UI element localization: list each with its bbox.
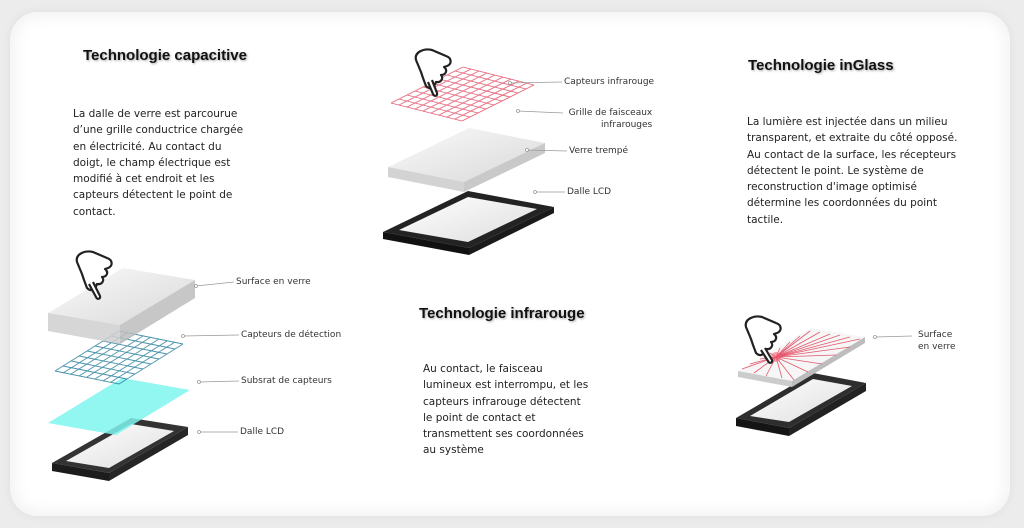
ir-hand-icon [416,49,451,95]
cap-glass-surface [48,268,195,344]
capacitive-illustration [48,251,239,481]
ir-leader-lines [509,82,568,194]
label-cap-sensors: Capteurs de détection [241,330,342,340]
label-ir-sensors: Capteurs infrarouge [564,77,655,87]
capacitive-description: La dalle de verre est parcourue d’une grille conductrice chargée en électricité. Au contact du doigt, le champ électrique est modifié à cet endroit et les capteurs détectent le point de contact. [73,108,244,218]
label-cap-lcd: Dalle LCD [240,427,285,437]
label-ir-grid: Grille de faisceaux infrarouges [568,108,653,130]
infrared-title: Technologie infrarouge [419,305,585,322]
inglass-title: Technologie inGlass [748,57,894,74]
label-ir-lcd: Dalle LCD [567,187,612,197]
label-inglass-surface: Surface en verre [918,330,956,352]
ir-lcd-panel [383,191,554,255]
inglass-leader-line [874,336,913,339]
label-ir-glass: Verre trempé [569,146,629,156]
capacitive-title: Technologie capacitive [83,47,247,64]
cap-leader-lines [182,282,240,434]
label-cap-substrate: Subsrat de capteurs [241,376,332,386]
infrared-description: Au contact, le faisceau lumineux est interrompu, et les capteurs infrarouge détectent le point de contact et transmettent ses coordonnées au système [423,363,589,457]
inglass-lcd-panel [736,373,866,436]
inglass-description: La lumière est injectée dans un milieu transparent, et extraite du côté opposé. Au contact de la surface, les récepteurs détectent le point. Le système de reconstruction d'image optimisé détermine les coordonnées du point tactile. [747,116,958,226]
label-cap-surface: Surface en verre [236,277,311,287]
inglass-illustration [736,316,912,436]
ir-beam-grid [391,67,534,121]
infrared-illustration [383,49,567,255]
ir-glass-layer [388,128,545,192]
